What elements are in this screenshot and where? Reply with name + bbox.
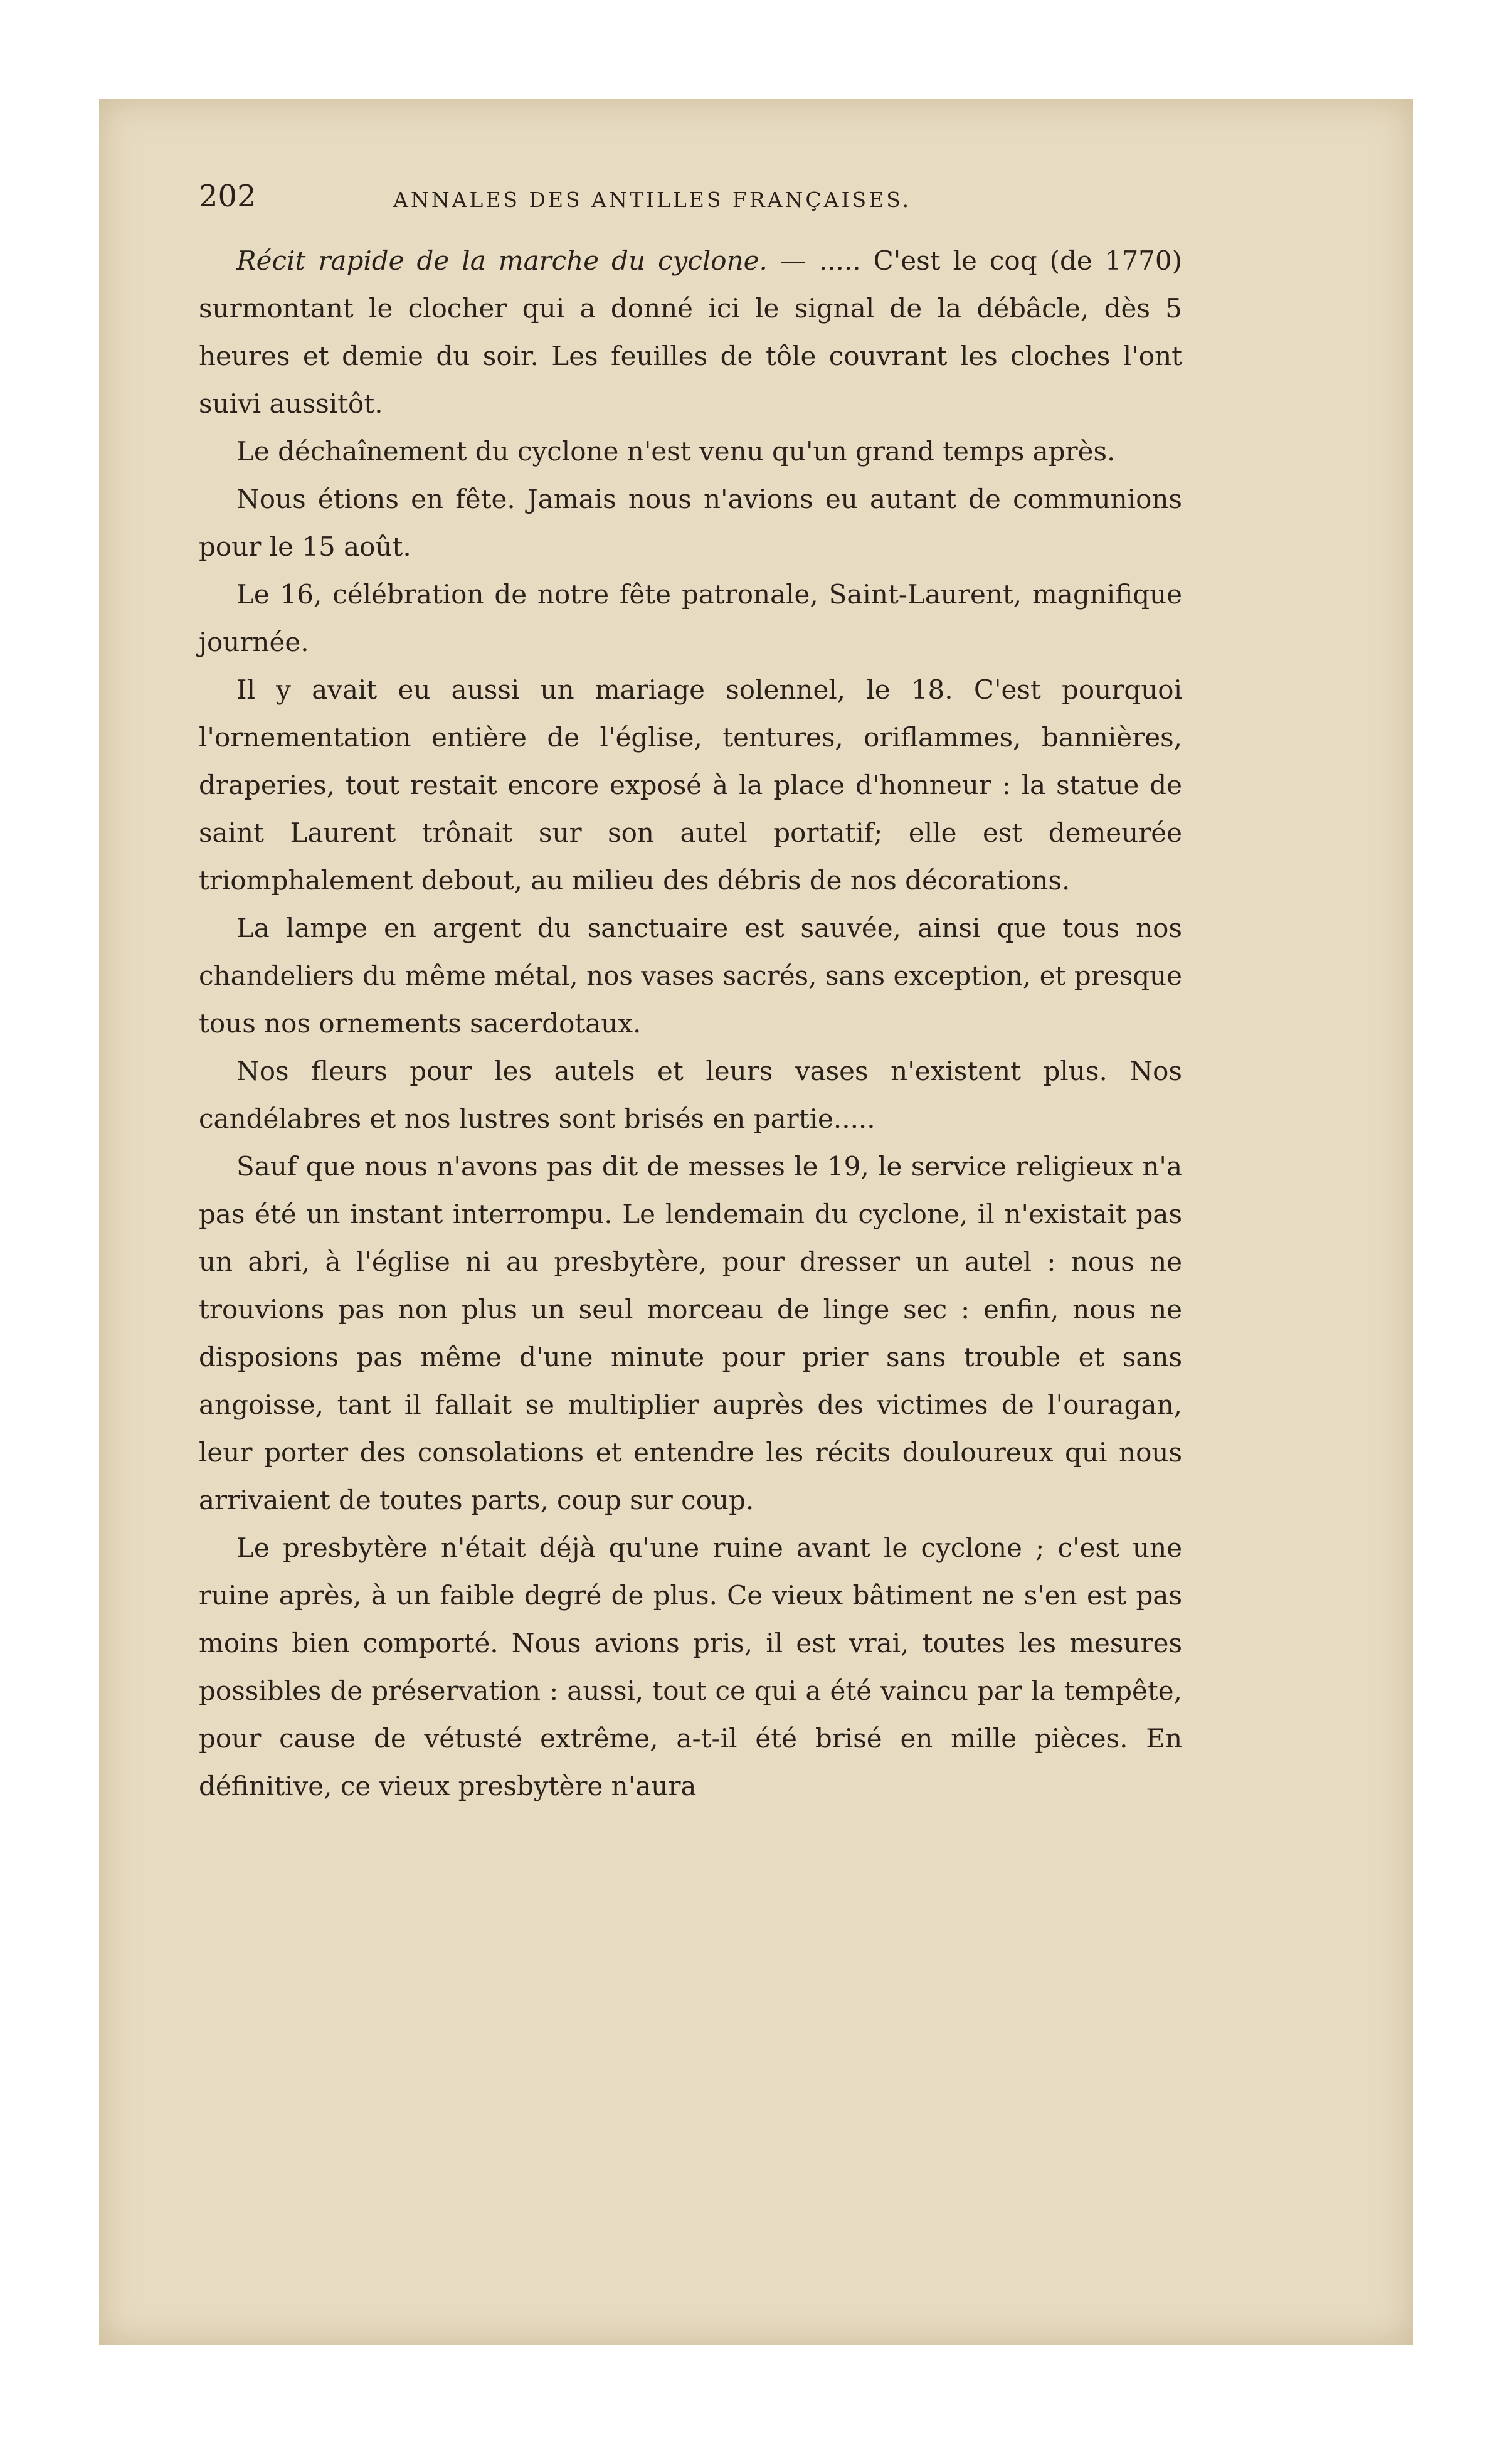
paragraph: Nos fleurs pour les autels et leurs vases n'existent plus. Nos candélabres et nos lustres sont brisés en partie..... <box>199 1056 1182 1134</box>
paragraph: Le déchaînement du cyclone n'est venu qu'un grand temps après. <box>236 436 1116 467</box>
page-header <box>199 171 1177 221</box>
paragraph: Le 16, célébration de notre fête patronale, Saint-Laurent, magnifique journée. <box>199 579 1182 657</box>
paragraph: Il y avait eu aussi un mariage solennel, le 18. C'est pourquoi l'ornementation entière de l'église, tentures, oriflammes, bannières, draperies, tout restait encore exposé à la place d'honneur : la statue de saint Laurent trônait sur son autel portatif; elle est demeurée triomphalement debout, au milieu des débris de nos décorations. <box>199 674 1182 896</box>
paragraph-text: — ..... C'est le coq (de 1770) surmontant le clocher qui a donné ici le signal de la débâcle, dès 5 heures et demie du soir. Les feuilles de tôle couvrant les cloches l'ont suivi aussitôt. <box>199 245 1183 419</box>
paragraph: Sauf que nous n'avons pas dit de messes le 19, le service religieux n'a pas été un instant interrompu. Le lendemain du cyclone, il n'existait pas un abri, à l'église ni au presbytère, pour dresser un autel : nous ne trouvions pas non plus un seul morceau de linge sec : enfin, nous ne disposions pas même d'une minute pour prier sans trouble et sans angoisse, tant il fallait se multiplier auprès des victimes de l'ouragan, leur porter des consolations et entendre les récits douloureux qui nous arrivaient de toutes parts, coup sur coup. <box>199 1151 1182 1515</box>
running-title: ANNALES DES ANTILLES FRANÇAISES. <box>393 188 912 212</box>
section-lead-title: Récit rapide de la marche du cyclone. <box>236 245 768 276</box>
paragraph: La lampe en argent du sanctuaire est sauvée, ainsi que tous nos chandeliers du même métal, nos vases sacrés, sans exception, et presque tous nos ornements sacerdotaux. <box>199 913 1182 1039</box>
page-number: 202 <box>199 179 256 214</box>
paragraph <box>199 237 1182 428</box>
paragraph: Nous étions en fête. Jamais nous n'avions eu autant de communions pour le 15 août. <box>199 484 1182 562</box>
body-text <box>199 237 1182 1810</box>
paragraph: Le presbytère n'était déjà qu'une ruine avant le cyclone ; c'est une ruine après, à un faible degré de plus. Ce vieux bâtiment ne s'en est pas moins bien comporté. Nous avions pris, il est vrai, toutes les mesures possibles de préservation : aussi, tout ce qui a été vaincu par la tempête, pour cause de vétusté extrême, a-t-il été brisé en mille pièces. En définitive, ce vieux presbytère n'aura <box>199 1532 1182 1801</box>
